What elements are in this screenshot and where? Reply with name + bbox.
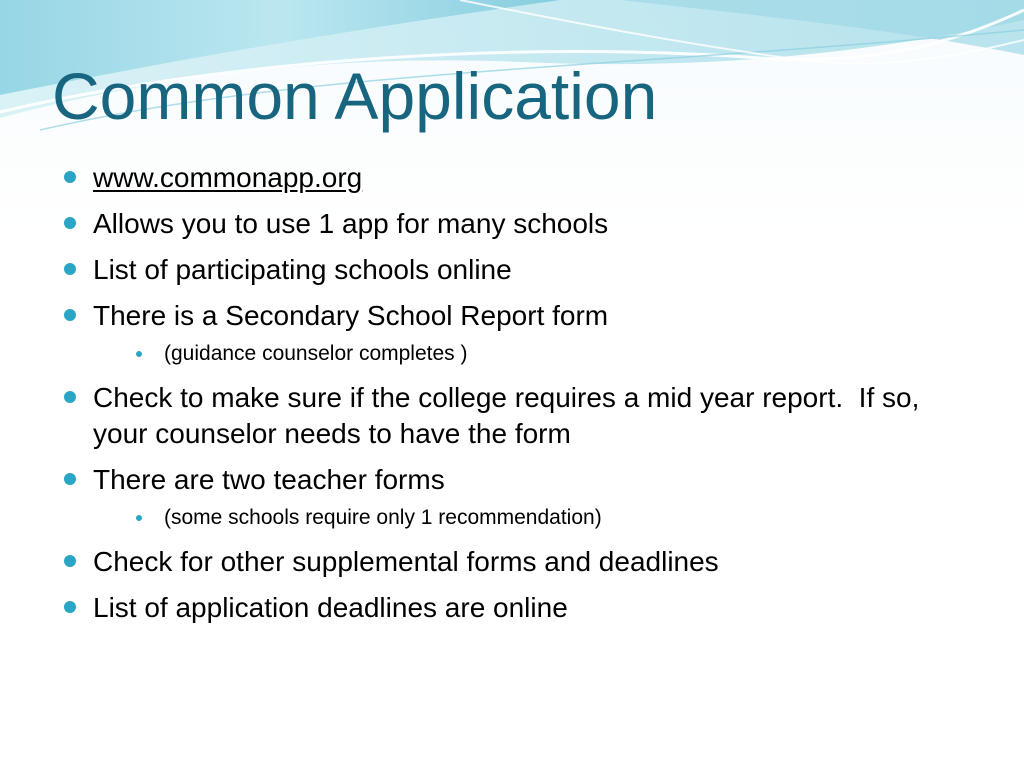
bullet-dot-icon	[64, 263, 76, 275]
bullet-text: There is a Secondary School Report form	[93, 300, 609, 331]
bullet-item	[62, 298, 962, 334]
sub-bullet-text: (some schools require only 1 recommendation)	[164, 506, 602, 529]
sub-bullet-text: (guidance counselor completes )	[164, 342, 468, 365]
bullet-item	[62, 206, 962, 242]
bullet-text: Allows you to use 1 app for many schools	[93, 208, 609, 239]
bullet-dot-icon	[64, 217, 76, 229]
bullet-text: There are two teacher forms	[93, 464, 445, 495]
bullet-dot-icon	[64, 601, 76, 613]
bullet-dot-icon	[64, 309, 76, 321]
sub-bullet-dot-icon	[136, 351, 142, 357]
bullet-list	[62, 160, 962, 636]
slide-title: Common Application	[52, 59, 658, 133]
bullet-item	[62, 462, 962, 498]
bullet-item	[62, 590, 962, 626]
bullet-text: List of participating schools online	[93, 254, 512, 285]
bullet-text: Check for other supplemental forms and deadlines	[93, 546, 719, 577]
bullet-dot-icon	[64, 171, 76, 183]
sub-bullet-item	[134, 504, 962, 532]
bullet-text: List of application deadlines are online	[93, 592, 568, 623]
bullet-dot-icon	[64, 555, 76, 567]
bullet-item	[62, 252, 962, 288]
bullet-dot-icon	[64, 473, 76, 485]
sub-bullet-item	[134, 340, 962, 368]
commonapp-link[interactable]: www.commonapp.org	[93, 162, 363, 193]
bullet-dot-icon	[64, 391, 76, 403]
bullet-item-commonapp-link[interactable]	[62, 160, 962, 196]
bullet-text: Check to make sure if the college requires a mid year report. If so, your counselor needs to have the form	[93, 382, 928, 449]
sub-bullet-dot-icon	[136, 515, 142, 521]
bullet-item	[62, 544, 962, 580]
bullet-item	[62, 380, 962, 452]
